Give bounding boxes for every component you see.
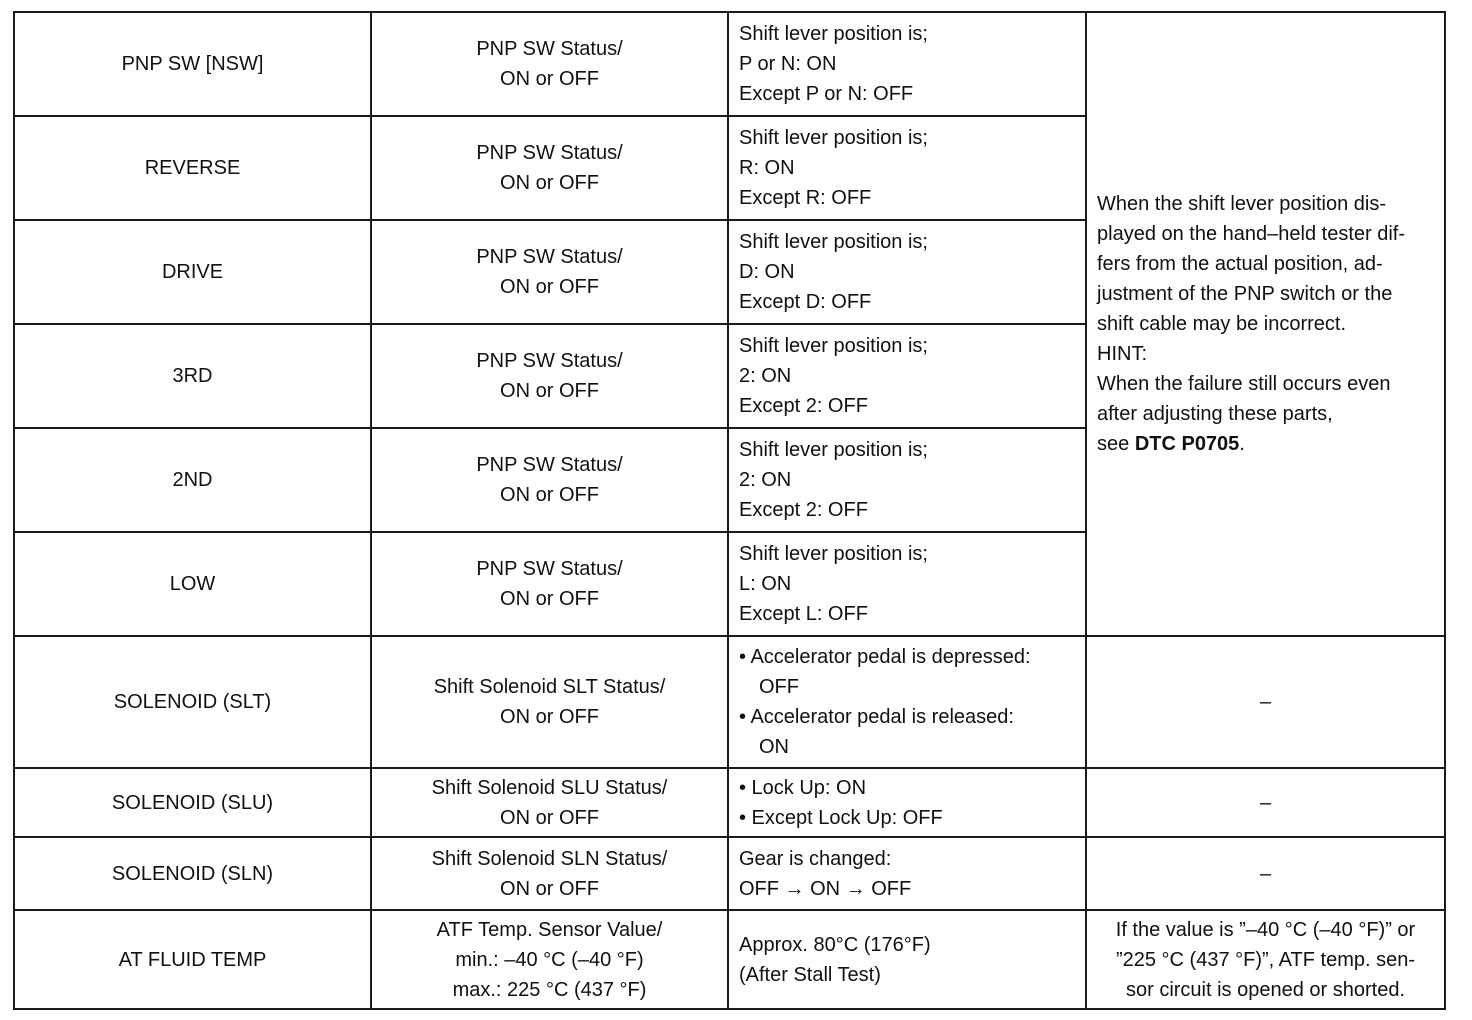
condition-cell: Shift lever position is; L: ON Except L: OFF: [728, 532, 1086, 636]
measure-cell: PNP SW Status/ ON or OFF: [371, 428, 728, 532]
item-cell: REVERSE: [14, 116, 371, 220]
measure-cell: Shift Solenoid SLU Status/ ON or OFF: [371, 768, 728, 837]
diagnostic-data-table: [13, 11, 1446, 1010]
pnp-note-cell: When the shift lever position dis- played on the hand–held tester dif- fers from the actual position, ad- justment of the PNP switch or the shift cable may be incorrect. HINT: When the failure still occurs even after adjusting these parts, see DTC P0705.: [1086, 12, 1445, 636]
condition-cell: Shift lever position is; D: ON Except D: OFF: [728, 220, 1086, 324]
hint-label: HINT:: [1097, 343, 1147, 365]
item-cell: DRIVE: [14, 220, 371, 324]
condition-cell: • Accelerator pedal is depressed: OFF • Accelerator pedal is released: ON: [728, 636, 1086, 768]
table-row: [14, 768, 1445, 837]
item-cell: SOLENOID (SLT): [14, 636, 371, 768]
item-cell: AT FLUID TEMP: [14, 910, 371, 1009]
condition-cell: • Lock Up: ON • Except Lock Up: OFF: [728, 768, 1086, 837]
condition-cell: Approx. 80°C (176°F) (After Stall Test): [728, 910, 1086, 1009]
item-cell: SOLENOID (SLU): [14, 768, 371, 837]
diagnostic-note-cell: –: [1086, 636, 1445, 768]
table-row: [14, 636, 1445, 768]
measure-cell: PNP SW Status/ ON or OFF: [371, 12, 728, 116]
item-cell: 2ND: [14, 428, 371, 532]
condition-cell: Shift lever position is; 2: ON Except 2: OFF: [728, 324, 1086, 428]
table-row: [14, 910, 1445, 1009]
measure-cell: PNP SW Status/ ON or OFF: [371, 532, 728, 636]
condition-cell: Shift lever position is; P or N: ON Except P or N: OFF: [728, 12, 1086, 116]
condition-cell: Gear is changed: OFF → ON → OFF: [728, 837, 1086, 910]
diagnostic-note-cell: –: [1086, 837, 1445, 910]
diagnostic-note-cell: If the value is ”–40 °C (–40 °F)” or ”225 °C (437 °F)”, ATF temp. sen- sor circuit is opened or shorted.: [1086, 910, 1445, 1009]
measure-cell: PNP SW Status/ ON or OFF: [371, 116, 728, 220]
measure-cell: Shift Solenoid SLT Status/ ON or OFF: [371, 636, 728, 768]
measure-cell: PNP SW Status/ ON or OFF: [371, 220, 728, 324]
item-cell: SOLENOID (SLN): [14, 837, 371, 910]
table-row: [14, 837, 1445, 910]
dtc-reference: DTC P0705: [1134, 433, 1240, 455]
item-cell: LOW: [14, 532, 371, 636]
item-cell: 3RD: [14, 324, 371, 428]
measure-cell: PNP SW Status/ ON or OFF: [371, 324, 728, 428]
measure-cell: ATF Temp. Sensor Value/ min.: –40 °C (–40 °F) max.: 225 °C (437 °F): [371, 910, 728, 1009]
measure-cell: Shift Solenoid SLN Status/ ON or OFF: [371, 837, 728, 910]
diagnostic-note-cell: –: [1086, 768, 1445, 837]
item-cell: PNP SW [NSW]: [14, 12, 371, 116]
condition-cell: Shift lever position is; 2: ON Except 2: OFF: [728, 428, 1086, 532]
condition-cell: Shift lever position is; R: ON Except R: OFF: [728, 116, 1086, 220]
table-row: [14, 12, 1445, 116]
